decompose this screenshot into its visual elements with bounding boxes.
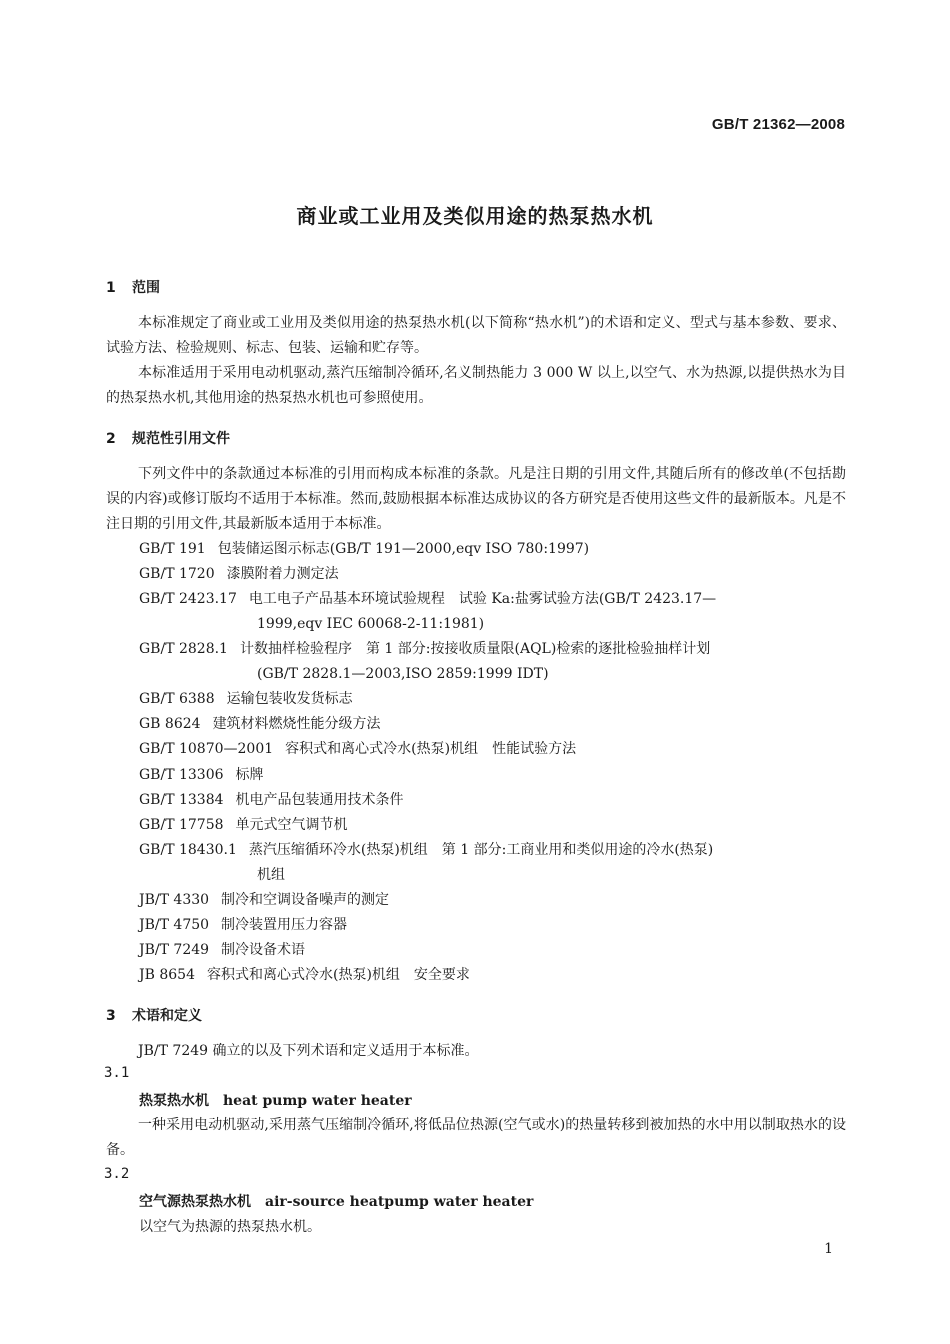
reference-item <box>139 737 847 762</box>
reference-title: 容积式和离心式冷水(热泵)机组 性能试验方法 <box>285 741 577 757</box>
reference-title: 单元式空气调节机 <box>235 817 348 833</box>
page-number: 1 <box>824 1241 833 1257</box>
reference-title: 运输包装收发货标志 <box>226 691 353 707</box>
reference-item <box>139 637 847 687</box>
section-number: 1 <box>106 280 116 296</box>
section-1-heading <box>106 277 160 297</box>
term-number: 3.2 <box>104 1166 130 1182</box>
reference-item <box>139 763 847 788</box>
term-number: 3.1 <box>104 1065 130 1081</box>
reference-code: JB/T 4330 <box>139 892 210 908</box>
reference-code: GB/T 10870—2001 <box>139 741 274 757</box>
reference-item <box>139 712 847 737</box>
reference-code: JB 8654 <box>139 967 195 983</box>
reference-code: GB/T 17758 <box>139 817 224 833</box>
reference-title: 建筑材料燃烧性能分级方法 <box>212 716 381 732</box>
reference-continuation: 机组 <box>257 867 285 883</box>
reference-title: 漆膜附着力测定法 <box>226 566 339 582</box>
term-english: heat pump water heater <box>223 1093 412 1109</box>
term-definition: 一种采用电动机驱动,采用蒸气压缩制冷循环,将低品位热源(空气或水)的热量转移到被加热的水中用以制取热水的设备。 <box>106 1117 846 1158</box>
reference-title: 制冷和空调设备噪声的测定 <box>221 892 390 908</box>
term-heading <box>139 1191 533 1211</box>
reference-title: 制冷设备术语 <box>221 942 306 958</box>
reference-item <box>139 888 847 913</box>
document-title: 商业或工业用及类似用途的热泵热水机 <box>296 204 654 228</box>
section-3-heading <box>106 1005 202 1025</box>
reference-code: GB/T 18430.1 <box>139 842 237 858</box>
paragraph: JB/T 7249 确立的以及下列术语和定义适用于本标准。 <box>138 1043 479 1059</box>
reference-code: GB 8624 <box>139 716 201 732</box>
section-title: 规范性引用文件 <box>132 431 230 447</box>
reference-code: GB/T 13306 <box>139 767 224 783</box>
paragraph: 本标准规定了商业或工业用及类似用途的热泵热水机(以下简称“热水机”)的术语和定义、型式与基本参数、要求、试验方法、检验规则、标志、包装、运输和贮存等。 <box>106 315 846 356</box>
reference-item <box>139 813 847 838</box>
term-definition: 以空气为热源的热泵热水机。 <box>139 1219 321 1235</box>
reference-item <box>139 913 847 938</box>
term-chinese: 空气源热泵热水机 <box>139 1194 251 1210</box>
reference-title: 电工电子产品基本环境试验规程 试验 Ka:盐雾试验方法(GB/T 2423.17— <box>248 591 717 607</box>
paragraph: 本标准适用于采用电动机驱动,蒸汽压缩制冷循环,名义制热能力 3 000 W 以上,以空气、水为热源,以提供热水为目的热泵热水机,其他用途的热泵热水机也可参照使用。 <box>106 365 846 406</box>
reference-title: 标牌 <box>235 767 264 783</box>
reference-item <box>139 838 847 888</box>
reference-code: GB/T 13384 <box>139 792 224 808</box>
section-title: 术语和定义 <box>132 1008 202 1024</box>
reference-title: 机电产品包装通用技术条件 <box>235 792 404 808</box>
reference-continuation: 1999,eqv IEC 60068-2-11:1981) <box>257 616 485 632</box>
reference-continuation: (GB/T 2828.1—2003,ISO 2859:1999 IDT) <box>257 666 549 682</box>
reference-item <box>139 537 847 562</box>
reference-title: 包装储运图示标志(GB/T 191—2000,eqv ISO 780:1997) <box>217 541 590 557</box>
section-number: 3 <box>106 1008 116 1024</box>
reference-item <box>139 587 847 637</box>
reference-item <box>139 963 847 988</box>
reference-code: JB/T 4750 <box>139 917 210 933</box>
section-2-heading <box>106 428 230 448</box>
reference-item <box>139 788 847 813</box>
paragraph: 下列文件中的条款通过本标准的引用而构成本标准的条款。凡是注日期的引用文件,其随后所有的修改单(不包括勘误的内容)或修订版均不适用于本标准。然而,鼓励根据本标准达成协议的各方研究是否使用这些文件的最新版本。凡是不注日期的引用文件,其最新版本适用于本标准。 <box>106 466 846 532</box>
section-number: 2 <box>106 431 116 447</box>
reference-title: 蒸汽压缩循环冷水(热泵)机组 第 1 部分:工商业用和类似用途的冷水(热泵) <box>248 842 714 858</box>
reference-title: 计数抽样检验程序 第 1 部分:按接收质量限(AQL)检索的逐批检验抽样计划 <box>239 641 711 657</box>
term-heading <box>139 1090 412 1110</box>
reference-item <box>139 938 847 963</box>
section-title: 范围 <box>132 280 160 296</box>
reference-title: 制冷装置用压力容器 <box>221 917 348 933</box>
reference-code: JB/T 7249 <box>139 942 210 958</box>
reference-item <box>139 687 847 712</box>
reference-code: GB/T 191 <box>139 541 206 557</box>
term-chinese: 热泵热水机 <box>139 1093 209 1109</box>
standard-number: GB/T 21362—2008 <box>711 116 845 133</box>
term-english: air-source heatpump water heater <box>265 1194 534 1210</box>
reference-code: GB/T 1720 <box>139 566 215 582</box>
reference-code: GB/T 6388 <box>139 691 215 707</box>
reference-item <box>139 562 847 587</box>
reference-code: GB/T 2828.1 <box>139 641 228 657</box>
reference-title: 容积式和离心式冷水(热泵)机组 安全要求 <box>206 967 470 983</box>
reference-code: GB/T 2423.17 <box>139 591 237 607</box>
